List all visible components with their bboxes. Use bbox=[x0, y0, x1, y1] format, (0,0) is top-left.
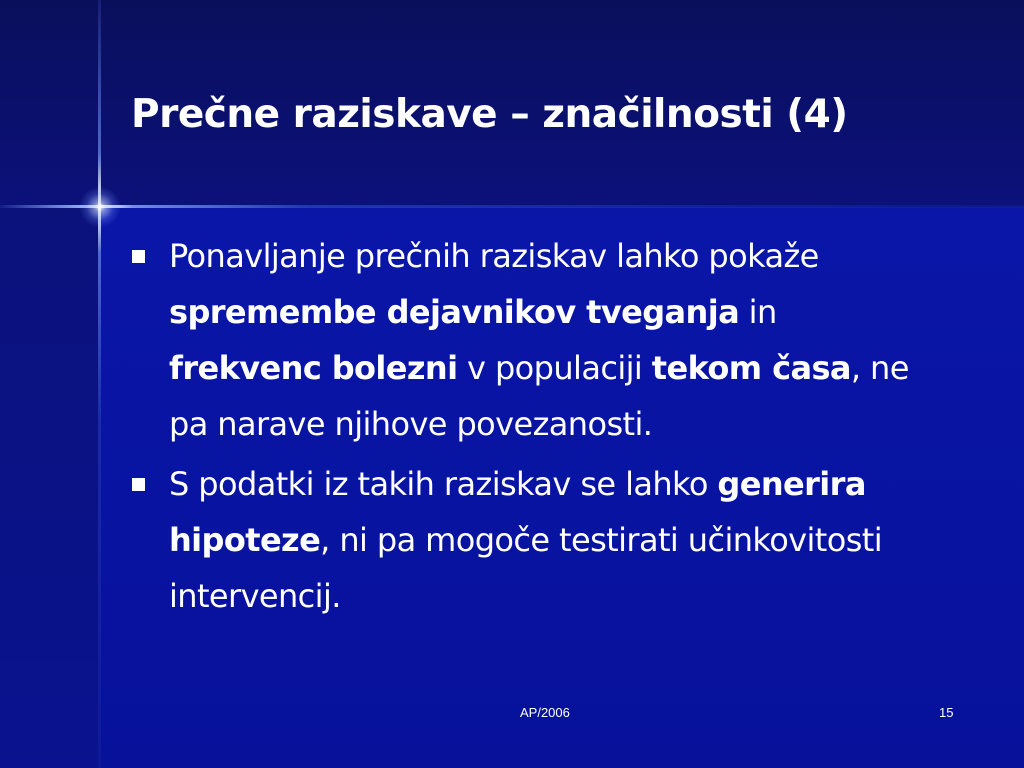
sparkle-decoration bbox=[79, 186, 121, 228]
footer-page-number: 15 bbox=[939, 705, 954, 720]
bullet-emphasis: tekom časa bbox=[651, 349, 851, 387]
bullet-segment: , ni pa mogoče testirati učinkovitosti intervencij. bbox=[169, 521, 883, 615]
left-band bbox=[0, 207, 100, 768]
bullet-segment: in bbox=[739, 293, 777, 331]
bullet-text bbox=[169, 465, 882, 615]
bullet-text bbox=[169, 237, 909, 443]
square-bullet-icon bbox=[132, 478, 145, 491]
slide-title: Prečne raziskave – značilnosti (4) bbox=[131, 92, 848, 137]
bullet-segment: S podatki iz takih raziskav se lahko bbox=[169, 465, 718, 503]
footer-author-date: AP/2006 bbox=[520, 705, 570, 720]
bullet-emphasis: frekvenc bolezni bbox=[169, 349, 458, 387]
horizontal-accent-line bbox=[0, 205, 1024, 208]
bullet-emphasis: spremembe dejavnikov tveganja bbox=[169, 293, 740, 331]
bullet-segment: , ne pa narave njihove povezanosti. bbox=[169, 349, 909, 443]
bullet-item bbox=[128, 228, 918, 452]
square-bullet-icon bbox=[132, 250, 145, 263]
bullet-segment: Ponavljanje prečnih raziskav lahko pokaže bbox=[169, 237, 819, 275]
bullet-item bbox=[128, 456, 918, 624]
bullet-list bbox=[128, 228, 918, 628]
bullet-emphasis: generira hipoteze bbox=[169, 465, 866, 559]
vertical-accent-line bbox=[98, 0, 101, 768]
bullet-segment: v populaciji bbox=[457, 349, 652, 387]
